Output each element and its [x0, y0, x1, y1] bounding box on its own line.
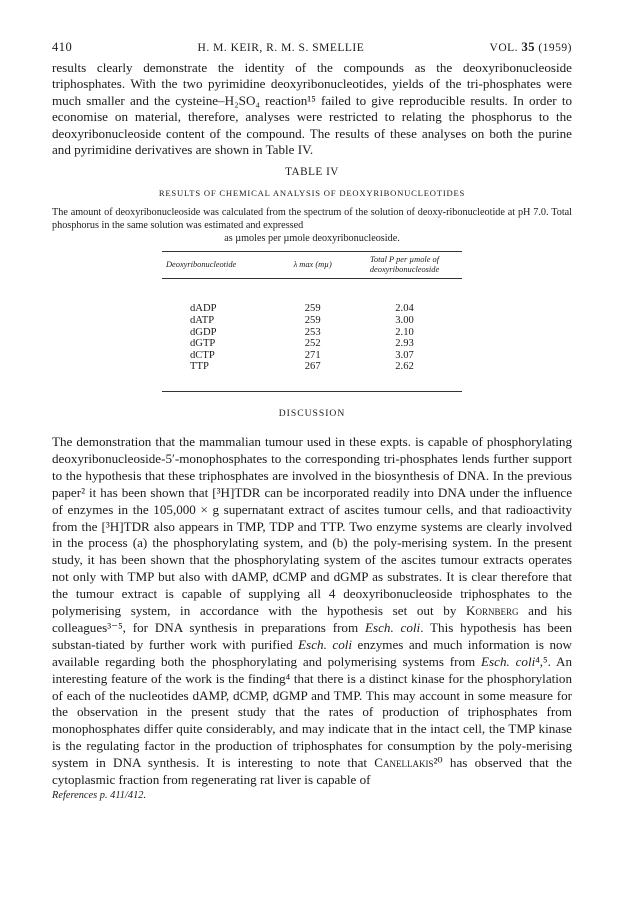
cell-total-p: 2.10	[395, 326, 414, 338]
table-row	[162, 350, 462, 362]
cell-nucleotide: dGDP	[190, 326, 217, 338]
cell-lambda-max: 259	[304, 303, 321, 315]
col-header-total-p	[347, 252, 462, 279]
cell-lambda-max: 253	[304, 326, 321, 338]
organism-name: Esch. coli	[298, 636, 353, 652]
volume-label: VOL.	[489, 42, 519, 54]
discussion-text-4: enzymes and much information is now available regarding both the phosphorylating and polymerising systems from	[52, 636, 572, 669]
table-header-row	[162, 252, 462, 279]
cell-total-p: 2.93	[395, 338, 414, 350]
cell-lambda-max: 271	[304, 349, 321, 361]
results-table	[162, 251, 462, 392]
cell-lambda-max: 259	[304, 315, 321, 326]
cell-nucleotide: dADP	[190, 303, 217, 315]
running-authors: H. M. KEIR, R. M. S. SMELLIE	[197, 42, 365, 54]
table-subtitle: RESULTS OF CHEMICAL ANALYSIS OF DEOXYRIBONUCLEOTIDES	[158, 188, 466, 199]
cell-total-p: 3.07	[395, 349, 414, 361]
table-row	[162, 361, 462, 391]
cell-lambda-max: 267	[278, 361, 347, 391]
col-header-nucleotide: Deoxyribonucleotide	[162, 252, 278, 279]
cell-nucleotide: dATP	[190, 315, 215, 326]
publication-year: (1959)	[538, 42, 572, 54]
organism-name: Esch. coli	[365, 619, 421, 635]
table-description-line1: The amount of deoxyribonucleoside was calculated from the spectrum of the solution of deoxy-ribonucleotide at pH 7.0. Total phosphorus in the same solution was estimated and expressed	[52, 207, 572, 232]
volume-number: 35	[521, 40, 535, 54]
author-name-canellakis: Canellakis	[374, 755, 434, 771]
cell-total-p: 2.62	[347, 361, 462, 391]
table-row	[162, 315, 462, 327]
cell-nucleotide: TTP	[162, 361, 278, 391]
col-header-lambda-max: λ max (mµ)	[278, 252, 347, 279]
organism-name: Esch. coli	[481, 653, 536, 669]
volume-info	[490, 40, 572, 55]
col-header-total-p-line2: deoxyribonucleoside	[369, 264, 440, 274]
cell-lambda-max: 252	[304, 338, 321, 350]
discussion-text-3: . This hypothesis has been substan-tiated by further work with purified	[52, 619, 572, 652]
table-caption: TABLE IV	[285, 166, 339, 179]
discussion-text-1: The demonstration that the mammalian tumour used in these expts. is capable of phosphorylating deoxyribonucleoside-5′-monophosphates to the corresponding tri-phosphates lends further support to the hypothesis that these triphosphates are involved in the biosynthesis of DNA. In the previous paper² it has been shown that [³H]TDR can be incorporated readily into DNA under the influence of enzymes in the 105,000 × g supernatant extract of ascites tumour cells, and that radioactivity from the [³H]TDR also appears in TMP, TDP and TTP. Two enzyme systems are clearly involved in the process (a) the phosphorylating system, and (b) the poly-merising system. In the present study, it has been shown that the phosphorylating system of the ascites tumour extracts operates not only with TMP but also with dAMP, dCMP and dGMP as substrates. It is clear therefore that the tumour extract is capable of supplying all 4 deoxyribonucleoside triphosphates to the polymerising system, in accordance with the hypothesis set out by	[52, 433, 572, 619]
intro-paragraph: results clearly demonstrate the identity of the compounds as the deoxyribonucleoside triphosphates. With the two pyrimidine deoxyribonucleotides, yields of the tri-phosphates were much smaller and the cysteine–H₂SO₄ reaction¹⁵ failed to give reproducible results. In order to economise on material, therefore, analyses were restricted to relating the phosphorus to the deoxyribonucleoside content of the compound. The results of these analyses on both the purine and pyrimidine derivatives are shown in Table IV.	[52, 60, 572, 158]
page-number: 410	[52, 40, 73, 54]
discussion-text-5: ⁴,⁵. An interesting feature of the work is the finding⁴ that there is a distinct kinase for the phosphorylation of each of the nucleotides dAMP, dCMP, dGMP and TMP. This may account in some measure for the observation in the present study that the rates of production of triphosphates from monophosphates differ quite considerably, and may indicate that in the intact cell, the TMP kinase is the regulating factor in the production of triphosphates for consumption by the poly-merising system in DNA synthesis. It is interesting to note that	[52, 653, 572, 771]
running-header	[52, 40, 572, 60]
table-row	[162, 338, 462, 350]
table-row	[162, 327, 462, 339]
discussion-paragraph	[52, 434, 572, 789]
author-name-kornberg: Kornberg	[466, 603, 519, 619]
discussion-text-6: ²⁰ has observed that the cytoplasmic fraction from regenerating rat liver is capable of	[52, 755, 572, 788]
table-row	[162, 279, 462, 315]
cell-nucleotide: dCTP	[190, 349, 215, 361]
cell-total-p: 2.04	[395, 303, 414, 315]
table-description-line2: as µmoles per µmole deoxyribonucleoside.	[224, 232, 400, 244]
cell-nucleotide: dGTP	[190, 338, 216, 350]
discussion-heading: DISCUSSION	[278, 407, 346, 419]
references-footnote: References p. 411/412.	[52, 790, 147, 801]
discussion-text-2: and his colleagues³⁻⁵, for DNA synthesis in preparations from	[52, 603, 572, 635]
journal-page	[52, 40, 572, 801]
cell-total-p: 3.00	[395, 315, 414, 326]
table-description	[52, 207, 572, 245]
col-header-total-p-line1: Total P per µmole of	[370, 255, 440, 265]
